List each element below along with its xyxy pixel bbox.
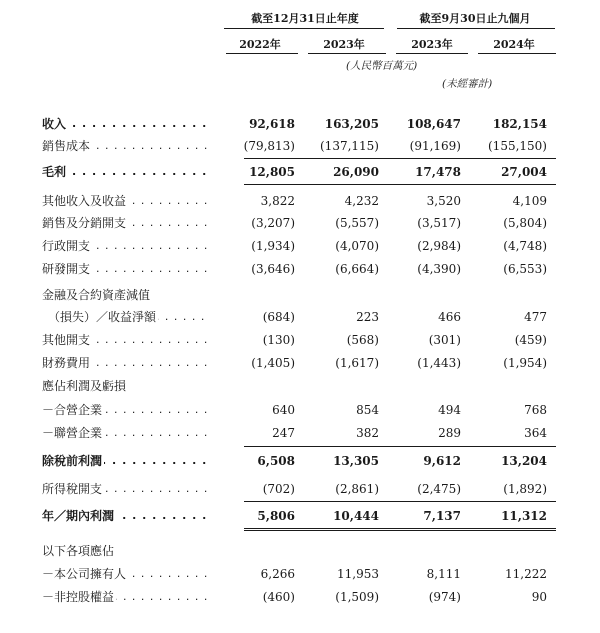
cell-value: 13,204 xyxy=(501,454,547,468)
cell-value: 17,478 xyxy=(415,165,461,179)
cell-value: 108,647 xyxy=(406,117,461,131)
header-year: 2022年 xyxy=(239,38,281,51)
row-label: 應佔利潤及虧損 xyxy=(42,379,127,393)
unit-note: (人民幣百萬元) xyxy=(346,60,418,72)
cell-value: (5,557) xyxy=(335,216,379,230)
table-row-other-expenses xyxy=(0,329,600,351)
cell-value: 4,232 xyxy=(344,194,379,208)
header-year-underline xyxy=(478,53,556,54)
cell-value: 11,312 xyxy=(501,509,547,523)
table-row-associates xyxy=(0,422,600,444)
subtotal-rule xyxy=(244,501,556,502)
cell-value: 3,520 xyxy=(426,194,461,208)
header-year-underline xyxy=(226,53,298,54)
cell-value: (702) xyxy=(262,482,295,496)
header-year: 2023年 xyxy=(411,38,453,51)
table-row-selling-expenses xyxy=(0,212,600,234)
cell-value: 289 xyxy=(438,426,461,440)
cell-value: 9,612 xyxy=(423,454,461,468)
cell-value: 26,090 xyxy=(333,165,379,179)
cell-value: 6,508 xyxy=(257,454,295,468)
cell-value: 477 xyxy=(524,310,547,324)
row-label: 年／期內利潤 . . . xyxy=(42,505,210,527)
row-label: －非控股權益 . . . xyxy=(42,586,210,608)
table-row-joint-ventures xyxy=(0,399,600,421)
cell-value: 90 xyxy=(531,590,547,604)
cell-value: (1,443) xyxy=(417,356,461,370)
header-year-underline xyxy=(308,53,386,54)
table-row-impairment-heading xyxy=(0,284,600,306)
cell-value: (155,150) xyxy=(488,139,547,153)
cell-value: 640 xyxy=(272,403,295,417)
table-row-rd-expenses xyxy=(0,258,600,280)
cell-value: 247 xyxy=(272,426,295,440)
cell-value: (1,405) xyxy=(251,356,295,370)
cell-value: (2,984) xyxy=(417,239,461,253)
cell-value: (6,664) xyxy=(335,262,379,276)
header-year: 2024年 xyxy=(493,38,535,51)
cell-value: (4,390) xyxy=(417,262,461,276)
cell-value: (1,509) xyxy=(335,590,379,604)
cell-value: (1,934) xyxy=(251,239,295,253)
cell-value: (2,475) xyxy=(417,482,461,496)
cell-value: 12,805 xyxy=(249,165,295,179)
cell-value: 92,618 xyxy=(249,117,295,131)
row-label: （損失）／收益淨額 . . . xyxy=(48,306,210,328)
cell-value: 10,444 xyxy=(333,509,379,523)
row-label: 所得稅開支 . . . xyxy=(42,478,210,500)
cell-value: (684) xyxy=(262,310,295,324)
row-label: 研發開支 . . . xyxy=(42,258,210,280)
cell-value: 364 xyxy=(524,426,547,440)
cell-value: 494 xyxy=(438,403,461,417)
cell-value: 466 xyxy=(438,310,461,324)
cell-value: 854 xyxy=(356,403,379,417)
cell-value: (137,115) xyxy=(320,139,379,153)
table-row-owners xyxy=(0,563,600,585)
cell-value: (4,748) xyxy=(503,239,547,253)
subtotal-rule xyxy=(244,446,556,447)
table-row-cost-of-sales xyxy=(0,135,600,157)
row-label: 行政開支 . . . xyxy=(42,235,210,257)
table-row-profit-before-tax xyxy=(0,450,600,472)
table-row-admin-expenses xyxy=(0,235,600,257)
row-label: 銷售及分銷開支 . . . xyxy=(42,212,210,234)
subtotal-rule xyxy=(244,158,556,159)
header-year: 2023年 xyxy=(323,38,365,51)
cell-value: (459) xyxy=(514,333,547,347)
row-label: 金融及合約資產減值 xyxy=(42,288,151,302)
row-label: 銷售成本 . . . xyxy=(42,135,210,157)
table-row-impairment xyxy=(0,306,600,328)
table-row-gross-profit xyxy=(0,161,600,183)
cell-value: 4,109 xyxy=(512,194,547,208)
header-group-year-ended: 截至12月31日止年度 xyxy=(251,12,359,25)
cell-value: 5,806 xyxy=(257,509,295,523)
cell-value: 382 xyxy=(356,426,379,440)
cell-value: (974) xyxy=(428,590,461,604)
row-label: －合營企業 . . . xyxy=(42,399,210,421)
cell-value: 182,154 xyxy=(492,117,547,131)
row-label: －聯營企業 . . . xyxy=(42,422,210,444)
cell-value: (3,517) xyxy=(417,216,461,230)
cell-value: (2,861) xyxy=(335,482,379,496)
table-row-share-heading xyxy=(0,375,600,397)
cell-value: 11,222 xyxy=(505,567,547,581)
cell-value: 768 xyxy=(524,403,547,417)
header-group-nine-months: 截至9月30日止九個月 xyxy=(419,12,531,25)
table-row-profit-for-period xyxy=(0,505,600,527)
row-label: 毛利 . . . xyxy=(42,161,210,183)
cell-value: (460) xyxy=(262,590,295,604)
total-rule xyxy=(244,184,556,185)
cell-value: 8,111 xyxy=(426,567,461,581)
table-row-other-income xyxy=(0,190,600,212)
cell-value: 3,822 xyxy=(260,194,295,208)
row-label: 其他收入及收益 . . . xyxy=(42,190,210,212)
cell-value: 163,205 xyxy=(324,117,379,131)
cell-value: (130) xyxy=(262,333,295,347)
cell-value: (4,070) xyxy=(335,239,379,253)
cell-value: (5,804) xyxy=(503,216,547,230)
cell-value: (91,169) xyxy=(409,139,461,153)
cell-value: 6,266 xyxy=(260,567,295,581)
table-row-income-tax xyxy=(0,478,600,500)
total-double-rule xyxy=(244,528,556,531)
header-year-underline xyxy=(396,53,468,54)
cell-value: 11,953 xyxy=(337,567,379,581)
cell-value: (1,954) xyxy=(503,356,547,370)
cell-value: (6,553) xyxy=(503,262,547,276)
table-row-revenue xyxy=(0,113,600,135)
table-row-non-controlling xyxy=(0,586,600,608)
cell-value: (1,892) xyxy=(503,482,547,496)
table-row-attributable-heading xyxy=(0,540,600,562)
table-row-finance-costs xyxy=(0,352,600,374)
cell-value: (3,646) xyxy=(251,262,295,276)
row-label: 以下各項應佔 xyxy=(42,544,115,558)
header-group-underline xyxy=(224,28,384,29)
row-label: 財務費用 . . . xyxy=(42,352,210,374)
header-group-underline xyxy=(397,28,555,29)
row-label: －本公司擁有人 . . . xyxy=(42,563,210,585)
cell-value: 27,004 xyxy=(501,165,547,179)
cell-value: 7,137 xyxy=(423,509,461,523)
cell-value: (301) xyxy=(428,333,461,347)
row-label: 收入 . . . xyxy=(42,113,210,135)
cell-value: 13,305 xyxy=(333,454,379,468)
unaudited-note: (未經審計) xyxy=(442,78,493,90)
row-label: 除稅前利潤 . . . xyxy=(42,450,210,472)
cell-value: 223 xyxy=(356,310,379,324)
cell-value: (1,617) xyxy=(335,356,379,370)
cell-value: (568) xyxy=(346,333,379,347)
row-label: 其他開支 . . . xyxy=(42,329,210,351)
cell-value: (79,813) xyxy=(243,139,295,153)
cell-value: (3,207) xyxy=(251,216,295,230)
